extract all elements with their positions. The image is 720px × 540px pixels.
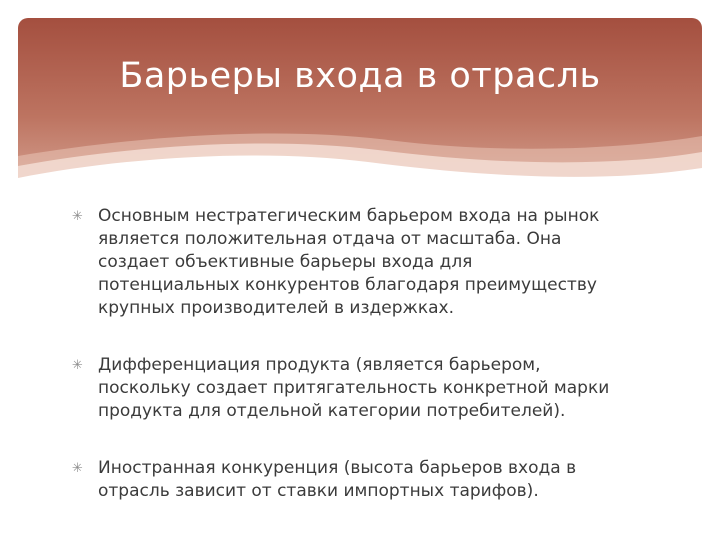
bullet-list [72,205,672,537]
list-item [72,354,672,423]
bullet-line: потенциальных конкурентов благодаря преимуществу [98,275,597,295]
list-item [72,205,672,320]
bullet-line: создает объективные барьеры входа для [98,252,473,272]
page-title: Барьеры входа в отрасль [119,56,601,96]
asterisk-bullet-icon: ✳ [72,358,83,373]
bullet-line: крупных производителей в издержках. [98,298,454,318]
bullet-line: Дифференциация продукта (является барьером, [98,355,541,375]
bullet-line: является положительная отдача от масштаба. Она [98,229,562,249]
bullet-line: Иностранная конкуренция (высота барьеров входа в [98,458,577,478]
banner-graphic [18,18,702,198]
asterisk-bullet-icon: ✳ [72,209,83,224]
bullet-line: поскольку создает притягательность конкретной марки [98,378,610,398]
bullet-line: Основным нестратегическим барьером входа на рынок [98,206,600,226]
list-item [72,457,672,503]
asterisk-bullet-icon: ✳ [72,461,83,476]
bullet-line: отрасль зависит от ставки импортных тарифов). [98,481,539,501]
bullet-line: продукта для отдельной категории потребителей). [98,401,566,421]
title-banner [18,18,702,198]
